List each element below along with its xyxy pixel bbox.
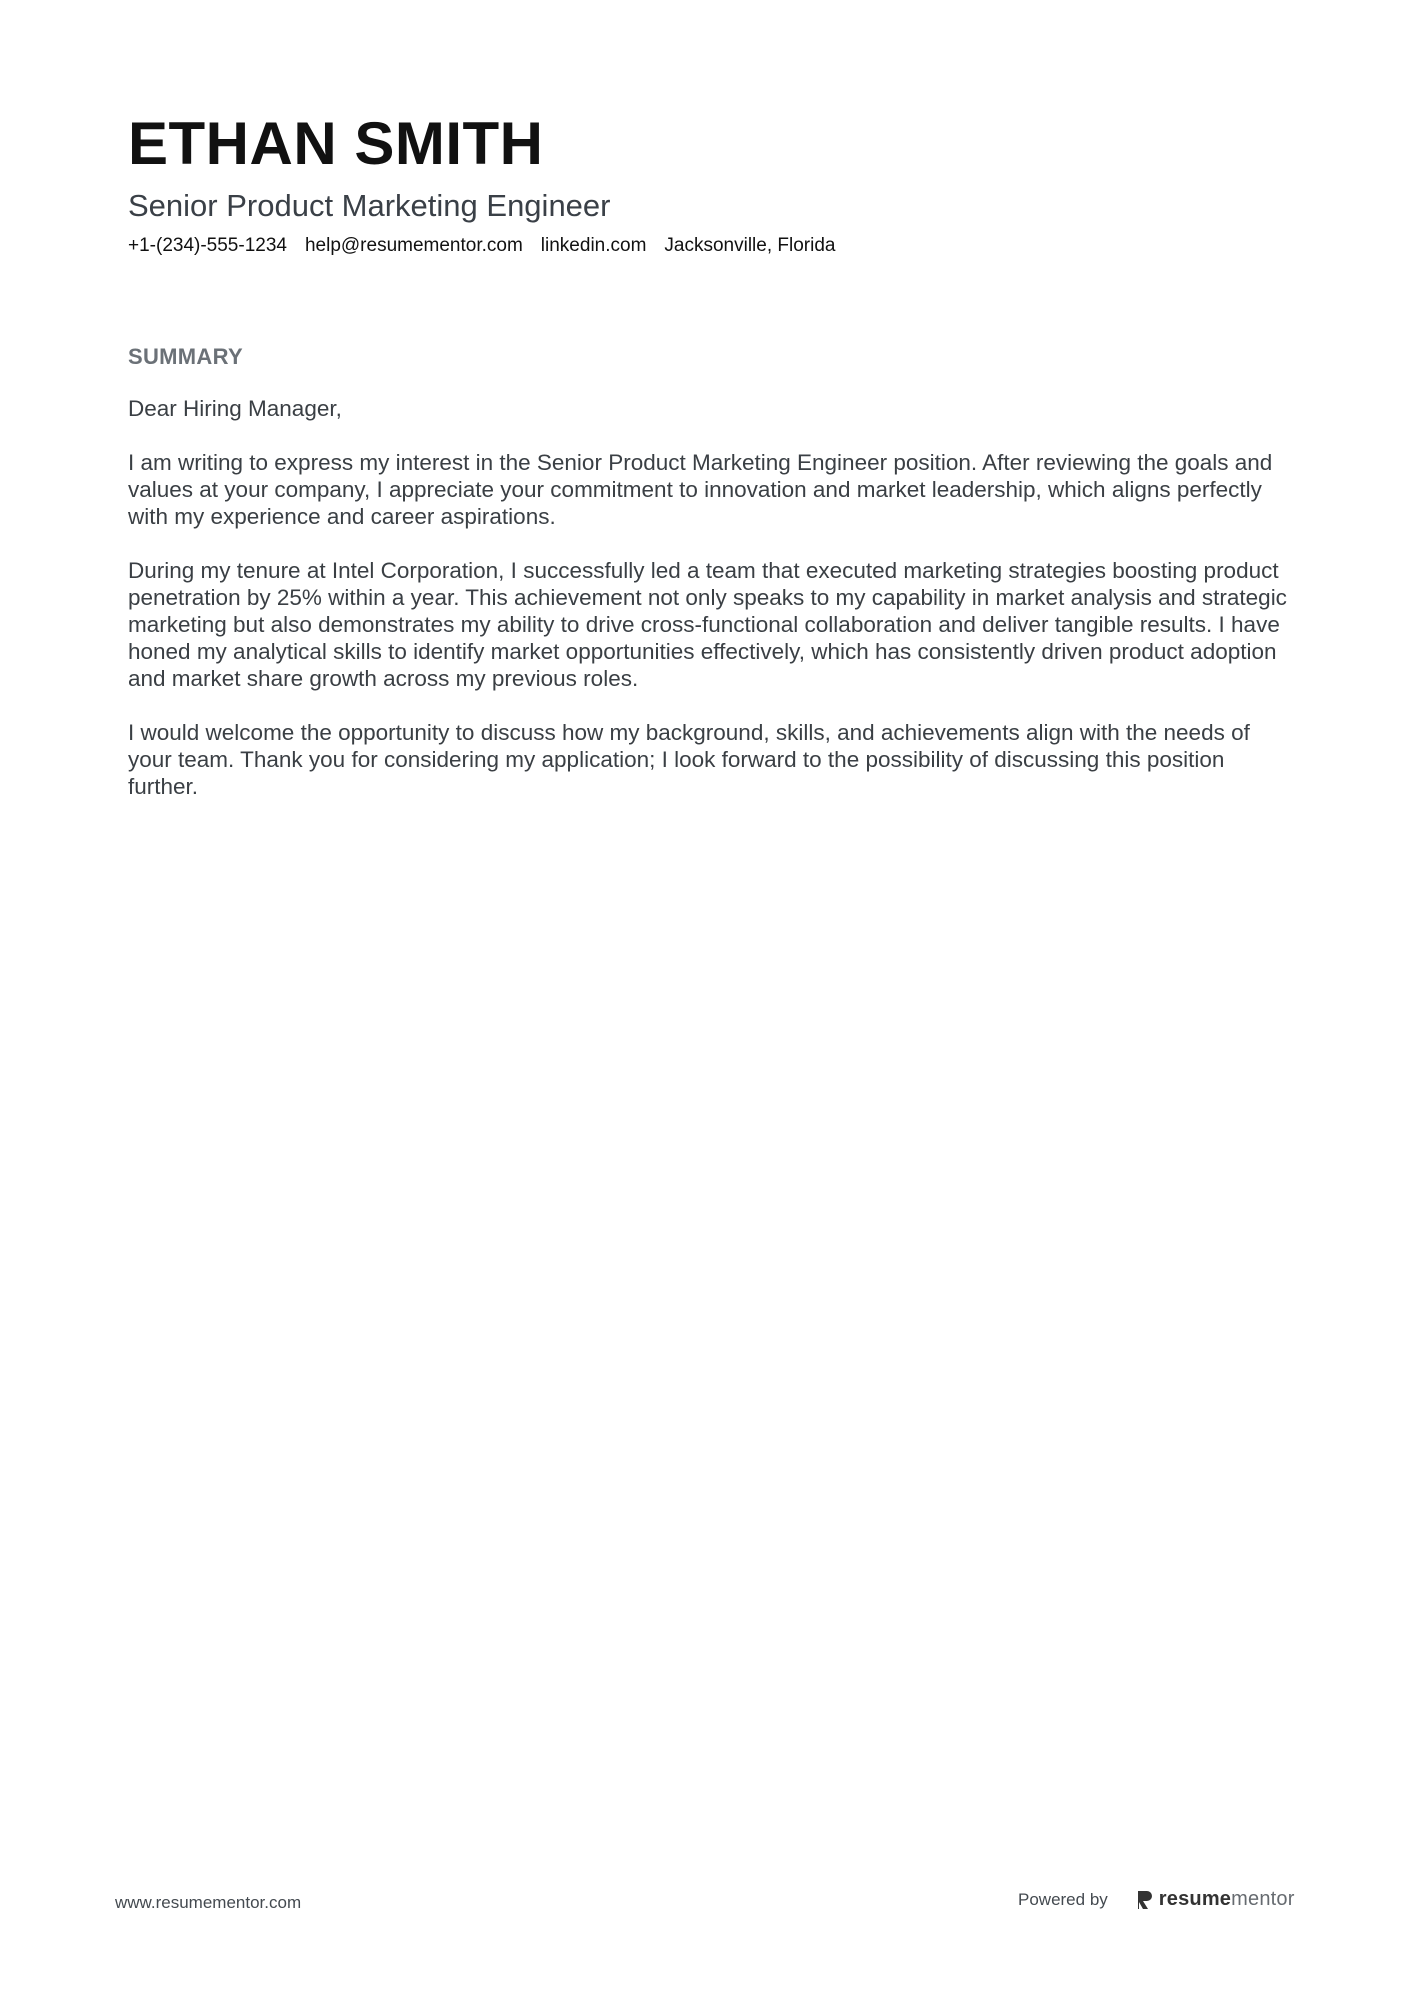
job-title: Senior Product Marketing Engineer [128, 188, 611, 223]
letter-paragraph: During my tenure at Intel Corporation, I successfully led a team that executed marketing strategies boosting product penetration by 25% within a year. This achievement not only speaks to my capability in market analysis and strategic marketing but also demonstrates my ability to drive cross-functional collaboration and deliver tangible results. I have honed my analytical skills to identify market opportunities effectively, which has consistently driven product adoption and market share growth across my previous roles. [128, 558, 1287, 691]
letter-paragraph: I am writing to express my interest in the Senior Product Marketing Engineer position. After reviewing the goals and values at your company, I appreciate your commitment to innovation and market leadership, which aligns perfectly with my experience and career aspirations. [128, 450, 1273, 529]
contact-info [128, 234, 1288, 258]
brand-logo [1136, 1888, 1295, 1911]
powered-by-label: Powered by [1018, 1889, 1108, 1909]
letter-salutation: Dear Hiring Manager, [128, 396, 342, 421]
resumementor-logo-icon [1136, 1889, 1154, 1911]
brand-wordmark-light: mentor [1231, 1888, 1295, 1910]
brand-wordmark-bold: resume [1158, 1888, 1232, 1910]
letter-paragraph: I would welcome the opportunity to discuss how my background, skills, and achievements align with the needs of your team. Thank you for considering my application; I look forward to the possibility of discussing this position further. [128, 720, 1250, 799]
brand-wordmark [1159, 1888, 1295, 1911]
letter-body [128, 395, 1293, 800]
contact-email: help@resumementor.com [304, 235, 523, 256]
header [128, 108, 1288, 258]
candidate-name: ETHAN SMITH [128, 110, 544, 177]
section-heading: SUMMARY [128, 344, 243, 369]
footer-website: www.resumementor.com [115, 1893, 302, 1912]
contact-location: Jacksonville, Florida [664, 235, 836, 256]
contact-linkedin: linkedin.com [540, 235, 647, 256]
footer-branding [1018, 1888, 1295, 1911]
summary-section [128, 343, 1293, 827]
contact-phone: +1-(234)-555-1234 [128, 235, 287, 256]
